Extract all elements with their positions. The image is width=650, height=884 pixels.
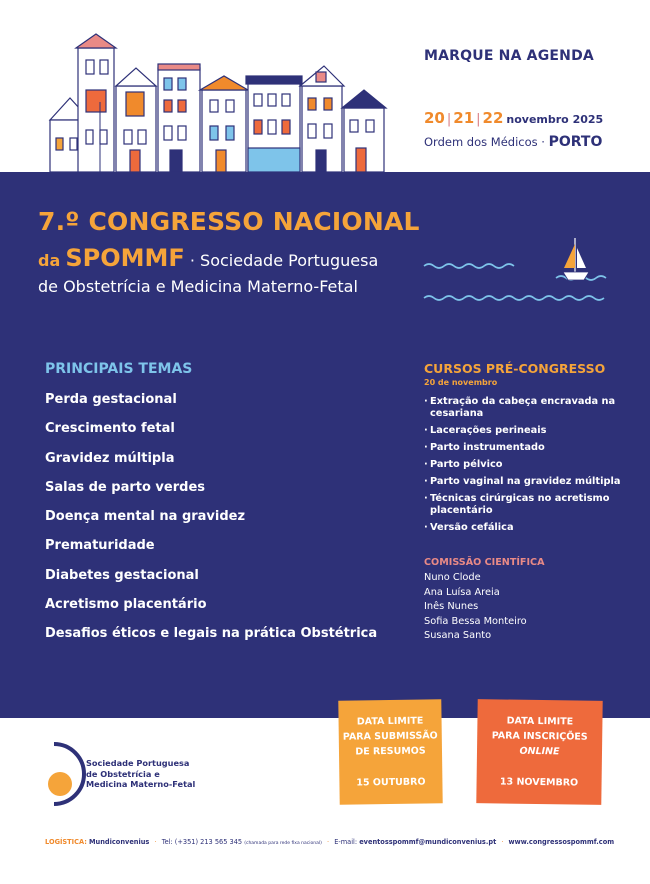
theme-item: Salas de parto verdes [45, 479, 205, 495]
footer-phone-note: (chamada para rede fixa nacional) [244, 841, 322, 846]
courses-date: 20 de novembro [424, 378, 498, 387]
agenda-title: MARQUE NA AGENDA [424, 48, 594, 64]
date-separator: | [446, 112, 452, 127]
abstract-deadline-label [338, 713, 442, 759]
theme-item: Diabetes gestacional [45, 567, 199, 583]
registration-deadline-line [477, 743, 602, 760]
course-item: · Lacerações perineais [424, 425, 624, 437]
course-item: · Parto instrumentado [424, 442, 624, 454]
footer-website-link[interactable]: www.congressospommf.com [508, 838, 615, 846]
venue-city: PORTO [548, 134, 603, 150]
course-item: · Versão cefálica [424, 522, 624, 534]
footer-separator: · [326, 838, 330, 846]
logo-text-line: Sociedade Portuguesa [86, 758, 190, 768]
themes-heading: PRINCIPAIS TEMAS [45, 361, 193, 377]
courses-list [424, 396, 624, 539]
courses-heading: CURSOS PRÉ-CONGRESSO [424, 361, 606, 376]
day-22: 22 [482, 109, 504, 127]
event-dates [424, 109, 603, 127]
theme-item: Gravidez múltipla [45, 450, 175, 466]
boat-waves-illustration [420, 234, 610, 306]
footer [45, 838, 614, 846]
registration-deadline-line: DATA LIMITE [506, 715, 574, 728]
theme-item: Prematuridade [45, 538, 155, 554]
online-label: ONLINE [519, 745, 560, 758]
logistics-value: Mundiconvenius [88, 838, 150, 846]
theme-item: Doença mental na gravidez [45, 509, 246, 525]
abstract-deadline-box [338, 699, 442, 804]
logistics-label: LOGÍSTICA: [45, 838, 87, 846]
committee-heading: COMISSÃO CIENTÍFICA [424, 557, 545, 568]
title-society: · Sociedade Portuguesa [189, 251, 379, 270]
month-year: novembro 2025 [506, 113, 604, 126]
committee-member: Susana Santo [424, 630, 492, 641]
registration-deadline-label [477, 713, 603, 760]
abstract-deadline-line: DE RESUMOS [355, 745, 426, 758]
congress-title: 7.º CONGRESSO NACIONAL [38, 207, 420, 236]
theme-item: Acretismo placentário [45, 597, 207, 613]
committee-member: Ana Luísa Areia [424, 586, 500, 598]
theme-item: Desafios éticos e legais na prática Obstétrica [45, 626, 378, 642]
congress-subtitle-line2: de Obstetrícia e Medicina Materno-Fetal [38, 277, 358, 296]
footer-phone[interactable]: Tel: (+351) 213 565 345 [161, 838, 243, 846]
logo-text-line: Medicina Materno-Fetal [86, 779, 196, 789]
society-logo-text [86, 758, 196, 790]
committee-member: Nuno Clode [424, 572, 481, 583]
footer-separator: · [154, 838, 157, 846]
course-item: · Extração da cabeça encravada na cesariana [424, 396, 624, 420]
course-item: · Parto vaginal na gravidez múltipla [424, 476, 624, 488]
day-20: 20 [424, 109, 445, 127]
course-item: · Parto pélvico [424, 459, 624, 471]
committee-list [424, 572, 527, 645]
course-item: · Técnicas cirúrgicas no acretismo placentário [424, 493, 624, 517]
porto-houses-illustration [40, 30, 390, 172]
title-da: da [38, 251, 61, 270]
logo-text-line: de Obstetrícia e [86, 768, 160, 779]
registration-deadline-box [476, 699, 602, 805]
registration-deadline-line: PARA INSCRIÇÕES [491, 730, 588, 743]
themes-list [45, 392, 377, 656]
abstract-deadline-line: DATA LIMITE [356, 715, 424, 728]
venue-name: Ordem dos Médicos · [424, 135, 545, 149]
congress-subtitle-line1 [38, 244, 378, 272]
title-acronym: SPOMMF [65, 244, 185, 272]
theme-item: Crescimento fetal [45, 421, 175, 437]
day-21: 21 [453, 109, 475, 127]
abstract-deadline-date: 15 OUTUBRO [356, 776, 426, 789]
event-venue [424, 134, 602, 150]
committee-member: Sofia Bessa Monteiro [424, 615, 527, 627]
abstract-deadline-line: PARA SUBMISSÃO [342, 730, 438, 743]
footer-email-label: E-mail: [334, 838, 358, 846]
date-separator: | [476, 112, 481, 127]
footer-email-link[interactable]: eventosspommf@mundiconvenius.pt [359, 838, 497, 846]
registration-deadline-date: 13 NOVEMBRO [499, 776, 579, 789]
committee-member: Inês Nunes [424, 601, 479, 612]
theme-item: Perda gestacional [45, 392, 177, 407]
footer-separator: · [501, 838, 504, 846]
